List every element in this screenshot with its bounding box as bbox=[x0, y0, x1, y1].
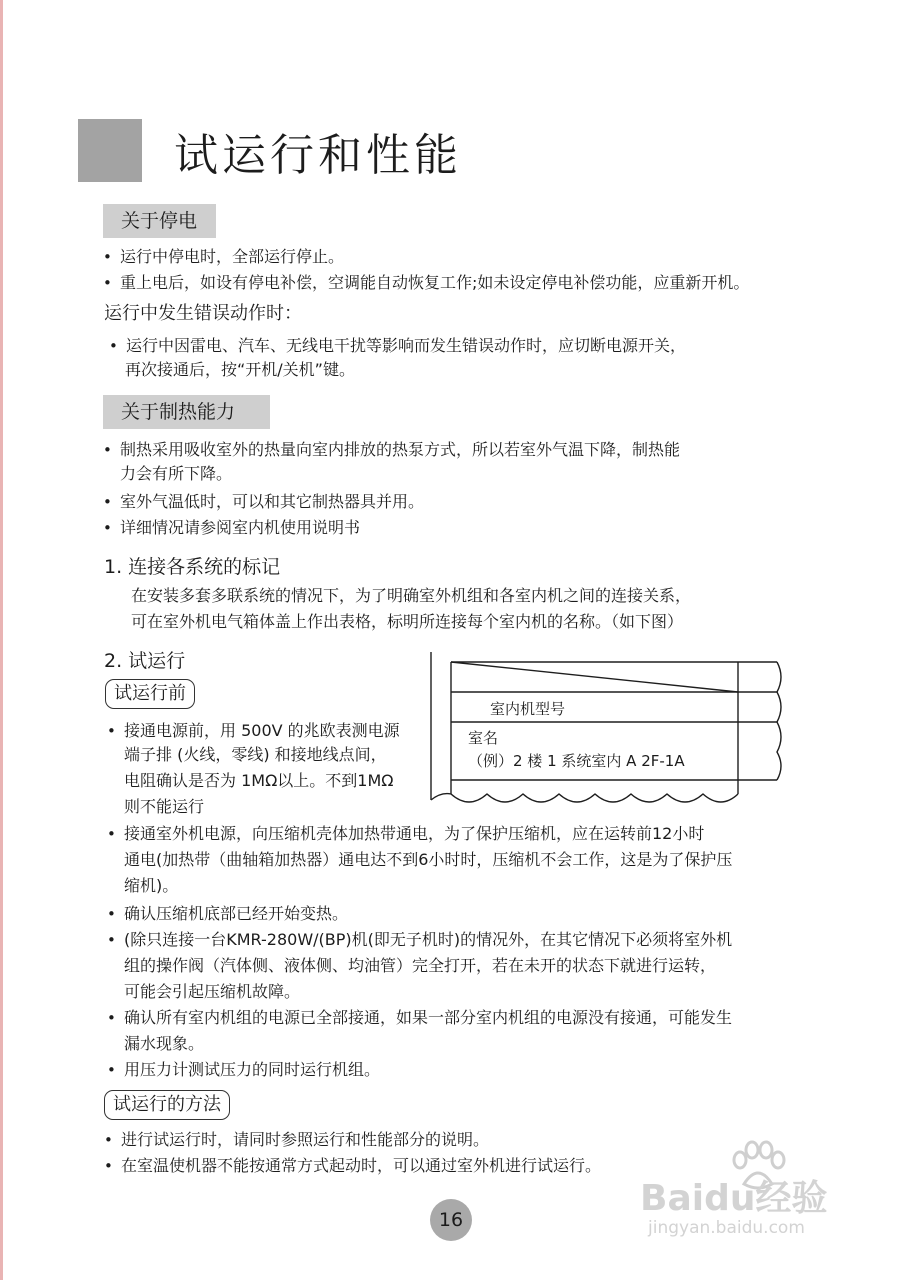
pre-line-9: • (除只连接一台KMR-280W/(BP)机(即无子机时)的情况外，在其它情况下必须将室外机 bbox=[124, 928, 732, 952]
method-line-2: • 在室温使机器不能按通常方式起动时，可以通过室外机进行试运行。 bbox=[121, 1154, 601, 1178]
heating-heading: 关于制热能力 bbox=[103, 395, 270, 429]
table-example-label: （例）2 楼 1 系统室内 A 2F-1A bbox=[468, 752, 685, 770]
outage-bullet-1: • 运行中停电时，全部运行停止。 bbox=[120, 245, 344, 269]
section1-line-1: 在安装多套多联系统的情况下，为了明确室外机组和各室内机之间的连接关系， bbox=[131, 586, 692, 605]
title-marker-block bbox=[78, 119, 142, 182]
baidu-watermark bbox=[640, 1140, 860, 1250]
pre-line-2: 端子排 (火线，零线) 和接地线点间， bbox=[124, 745, 387, 764]
pre-line-11: 可能会引起压缩机故障。 bbox=[124, 982, 301, 1001]
error-subtitle: 运行中发生错误动作时： bbox=[104, 303, 302, 324]
watermark-brand: Baidu经验 bbox=[640, 1178, 828, 1219]
page-title: 试运行和性能 bbox=[174, 130, 462, 181]
watermark-url: jingyan.baidu.com bbox=[648, 1218, 805, 1238]
pre-line-4: 则不能运行 bbox=[124, 797, 205, 816]
table-room-label: 室名 bbox=[468, 729, 499, 747]
pre-run-label: 试运行前 bbox=[105, 679, 195, 709]
method-line-1: • 进行试运行时，请同时参照运行和性能部分的说明。 bbox=[121, 1128, 489, 1152]
pre-line-5: • 接通室外机电源，向压缩机壳体加热带通电，为了保护压缩机，应在运转前12小时 bbox=[124, 822, 704, 846]
section1-line-2: 可在室外机电气箱体盖上作出表格，标明所连接每个室内机的名称。（如下图） bbox=[131, 612, 684, 631]
table-corner-curve bbox=[431, 794, 451, 800]
error-line-2: 再次接通后，按“开机/关机”键。 bbox=[125, 360, 355, 379]
table-right-wave bbox=[777, 662, 781, 780]
pre-line-12: • 确认所有室内机组的电源已全部接通，如果一部分室内机组的电源没有接通，可能发生 bbox=[124, 1006, 732, 1030]
pre-line-1: • 接通电源前，用 500V 的兆欧表测电源 bbox=[124, 719, 400, 743]
pre-line-3: 电阻确认是否为 1MΩ以上。不到1MΩ bbox=[124, 771, 394, 790]
pre-line-8: • 确认压缩机底部已经开始变热。 bbox=[124, 902, 348, 926]
heating-line-3: • 室外气温低时，可以和其它制热器具并用。 bbox=[120, 490, 424, 514]
pre-line-7: 缩机)。 bbox=[124, 876, 179, 895]
heating-line-1: • 制热采用吸收室外的热量向室内排放的热泵方式，所以若室外气温下降，制热能 bbox=[120, 438, 680, 462]
section1-title: 1. 连接各系统的标记 bbox=[104, 556, 281, 578]
heating-line-4: • 详细情况请参阅室内机使用说明书 bbox=[120, 516, 360, 540]
page-number: 16 bbox=[430, 1199, 472, 1241]
section2-title: 2. 试运行 bbox=[104, 650, 186, 672]
pre-line-10: 组的操作阀（汽体侧、液体侧、均油管）完全打开，若在未开的状态下就进行运转， bbox=[124, 956, 717, 975]
pre-line-14: • 用压力计测试压力的同时运行机组。 bbox=[124, 1058, 380, 1082]
table-bottom-wave bbox=[451, 794, 738, 802]
table-diagonal bbox=[451, 662, 738, 692]
page-edge bbox=[0, 0, 3, 1280]
outage-bullet-2: • 重上电后，如设有停电补偿，空调能自动恢复工作;如未设定停电补偿功能，应重新开机。 bbox=[120, 271, 749, 295]
method-label: 试运行的方法 bbox=[104, 1090, 230, 1120]
power-outage-heading: 关于停电 bbox=[103, 204, 216, 238]
heating-line-2: 力会有所下降。 bbox=[120, 464, 233, 483]
pre-line-13: 漏水现象。 bbox=[124, 1034, 205, 1053]
table-model-label: 室内机型号 bbox=[490, 700, 566, 718]
pre-line-6: 通电(加热带（曲轴箱加热器）通电达不到6小时时，压缩机不会工作，这是为了保护压 bbox=[124, 850, 733, 869]
error-line-1: • 运行中因雷电、汽车、无线电干扰等影响而发生错误动作时，应切断电源开关， bbox=[126, 334, 686, 358]
